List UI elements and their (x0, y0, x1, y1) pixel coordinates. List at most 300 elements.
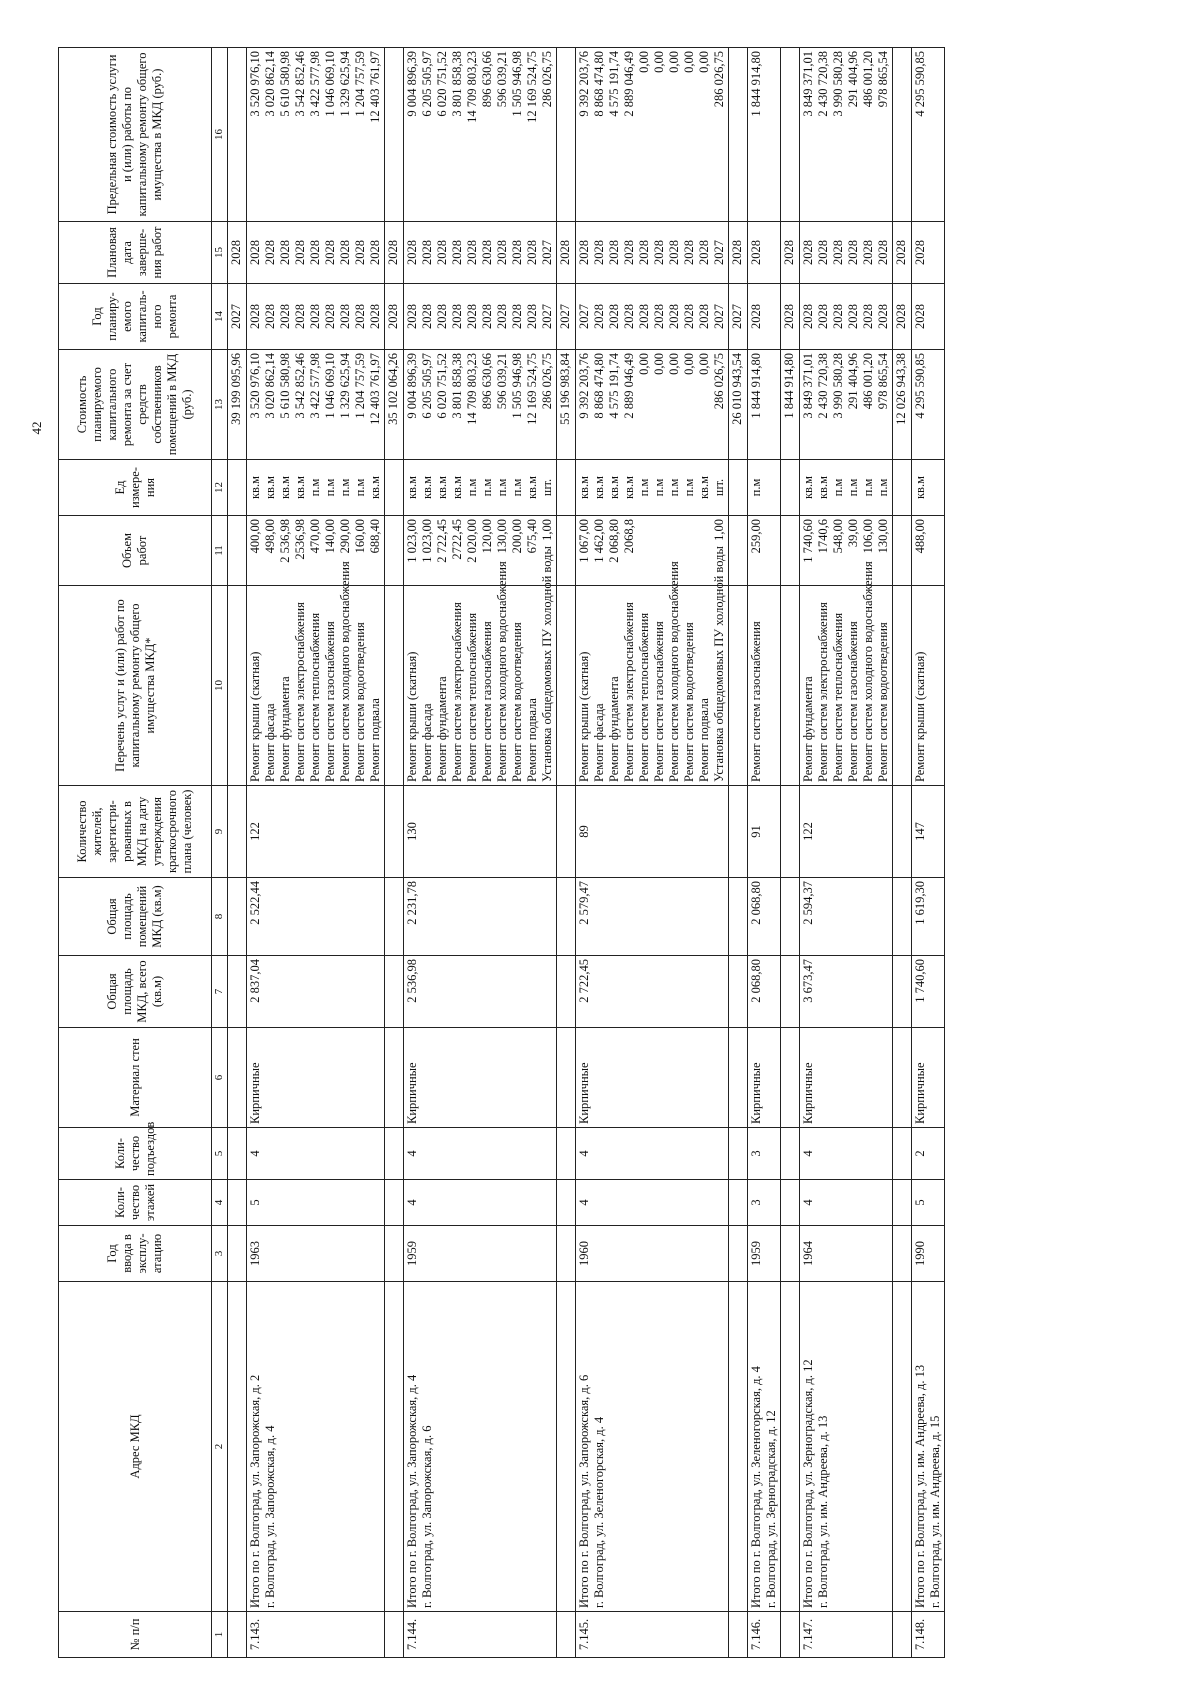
planned-year-line: 2028 (622, 304, 636, 329)
work-item: Ремонт систем водоотведения (876, 622, 890, 782)
planned-cost (800, 350, 893, 460)
completion-year-line: 2028 (338, 240, 352, 265)
completion-year-line: 2028 (525, 240, 539, 265)
completion-year-line: 2028 (386, 240, 400, 265)
premises-area (557, 878, 576, 956)
limit-cost-line: 6 205 505,97 (420, 51, 434, 117)
unit-line: кв.м (801, 476, 815, 500)
planned-cost-line: 0,00 (697, 353, 711, 375)
planned-year-line: 2028 (652, 304, 666, 329)
premises-area (893, 878, 912, 956)
column-number: 14 (212, 284, 228, 350)
address-cell (748, 1282, 781, 1612)
unit (748, 460, 781, 516)
address-line: г. Волгоград, ул. им. Андреева, д. 15 (928, 1415, 942, 1608)
work-item: Ремонт систем холодного водоснабжения (861, 561, 875, 782)
unit-line: кв.м (450, 476, 464, 500)
work-list (557, 586, 576, 786)
total-area: 2 837,04 (247, 956, 385, 1028)
column-number: 15 (212, 222, 228, 284)
work-item: Ремонт фасада (592, 703, 606, 782)
work-item: Ремонт систем теплоснабжения (831, 612, 845, 782)
unit-line: п.м (831, 478, 845, 497)
table-row (385, 48, 404, 1658)
wall-material: Кирпичные (247, 1028, 385, 1128)
column-number: 11 (212, 516, 228, 586)
work-volume (247, 516, 385, 586)
column-number: 7 (212, 956, 228, 1028)
total-area: 3 673,47 (800, 956, 893, 1028)
limit-cost-line: 0,00 (637, 51, 651, 73)
work-volume (748, 516, 781, 586)
work-volume-line: 1 067,00 (577, 519, 591, 563)
year-built (228, 1226, 247, 1282)
unit-line: кв.м (435, 476, 449, 500)
limit-cost-line: 9 392 203,76 (577, 51, 591, 117)
row-number (557, 1612, 576, 1658)
work-item: Ремонт подвала (697, 698, 711, 782)
floors: 5 (247, 1180, 385, 1226)
planned-year-line: 2028 (248, 304, 262, 329)
residents (228, 786, 247, 878)
planned-cost-line: 0,00 (667, 353, 681, 375)
work-volume-line: 2 536,98 (278, 519, 292, 563)
planned-cost-line: 35 102 064,26 (386, 353, 400, 425)
column-number: 4 (212, 1180, 228, 1226)
planned-year (228, 284, 247, 350)
unit-line: кв.м (420, 476, 434, 500)
column-number: 16 (212, 48, 228, 222)
unit-line: кв.м (405, 476, 419, 500)
column-number: 12 (212, 460, 228, 516)
completion-year (404, 222, 557, 284)
work-volume-line: 106,00 (861, 519, 875, 554)
row-number (385, 1612, 404, 1658)
completion-year-line: 2028 (405, 240, 419, 265)
work-volume-line: 488,00 (913, 519, 927, 554)
floors: 5 (912, 1180, 945, 1226)
limit-cost-line: 3 020 862,14 (263, 51, 277, 117)
row-number: 7.143. (247, 1612, 385, 1658)
unit-line: п.м (749, 478, 763, 497)
header-cell: Стоимость планируемого капитального ремонта за счет средств собственников помещений в МКД (руб.) (59, 350, 212, 460)
work-item: Ремонт подвала (368, 698, 382, 782)
residents: 122 (247, 786, 385, 878)
completion-year-line: 2028 (592, 240, 606, 265)
unit (800, 460, 893, 516)
unit-line: кв.м (263, 476, 277, 500)
entrances: 4 (800, 1128, 893, 1180)
unit (247, 460, 385, 516)
work-volume (729, 516, 748, 586)
unit-line: кв.м (607, 476, 621, 500)
premises-area (781, 878, 800, 956)
year-built (729, 1226, 748, 1282)
limit-cost-line: 3 801 858,38 (450, 51, 464, 117)
planned-year-line: 2028 (831, 304, 845, 329)
work-item: Ремонт систем теплоснабжения (637, 612, 651, 782)
work-item: Ремонт систем холодного водоснабжения (495, 561, 509, 782)
header-cell: Материал стен (59, 1028, 212, 1128)
planned-cost-line: 596 039,21 (495, 353, 509, 410)
work-volume-line: 2 068,80 (607, 519, 621, 563)
unit-line: кв.м (248, 476, 262, 500)
page-number: 42 (29, 421, 44, 435)
limit-cost-line: 596 039,21 (495, 51, 509, 108)
work-item: Ремонт систем газоснабжения (652, 621, 666, 782)
floors: 4 (576, 1180, 729, 1226)
work-volume-line: 400,00 (248, 519, 262, 554)
row-number (729, 1612, 748, 1658)
completion-year (781, 222, 800, 284)
limit-cost-line: 896 630,66 (480, 51, 494, 108)
planned-cost (557, 350, 576, 460)
completion-year-line: 2028 (558, 240, 572, 265)
planned-year-line: 2028 (338, 304, 352, 329)
planned-year-line: 2028 (894, 304, 908, 329)
completion-year-line: 2028 (682, 240, 696, 265)
planned-cost-line: 3 849 371,01 (801, 353, 815, 419)
planned-year-line: 2028 (465, 304, 479, 329)
entrances: 4 (404, 1128, 557, 1180)
completion-year-line: 2028 (510, 240, 524, 265)
work-volume (912, 516, 945, 586)
limit-cost-line: 1 046 069,10 (323, 51, 337, 117)
work-volume (576, 516, 729, 586)
planned-year-line: 2028 (913, 304, 927, 329)
planned-year-line: 2028 (480, 304, 494, 329)
year-built (385, 1226, 404, 1282)
planned-year-line: 2028 (386, 304, 400, 329)
address-line: г. Волгоград, ул. Зеленогорская, д. 4 (592, 1416, 606, 1608)
limit-cost-line: 286 026,75 (712, 51, 726, 108)
column-number: 6 (212, 1028, 228, 1128)
premises-area: 2 594,37 (800, 878, 893, 956)
rotated-page (58, 48, 1158, 1658)
completion-year-line: 2028 (465, 240, 479, 265)
limit-cost (729, 48, 748, 222)
completion-year-line: 2028 (637, 240, 651, 265)
unit-line: п.м (480, 478, 494, 497)
limit-cost (893, 48, 912, 222)
work-item: Ремонт фундамента (801, 676, 815, 782)
limit-cost-line: 3 422 577,98 (308, 51, 322, 117)
planned-cost-line: 2 889 046,49 (622, 353, 636, 419)
unit-line: шт. (540, 478, 554, 497)
work-item: Установка общедомовых ПУ холодной воды (712, 546, 726, 782)
planned-cost-line: 55 196 983,84 (558, 353, 572, 425)
planned-cost-line: 4 575 191,74 (607, 353, 621, 419)
limit-cost (404, 48, 557, 222)
wall-material (781, 1028, 800, 1128)
table-row (247, 48, 385, 1658)
unit (729, 460, 748, 516)
completion-year (893, 222, 912, 284)
work-volume (404, 516, 557, 586)
planned-cost-line: 0,00 (652, 353, 666, 375)
planned-year-line: 2028 (637, 304, 651, 329)
planned-cost-line: 26 010 943,54 (730, 353, 744, 425)
completion-year-line: 2028 (420, 240, 434, 265)
work-volume-line: 1 023,00 (405, 519, 419, 563)
completion-year-line: 2028 (293, 240, 307, 265)
planned-cost-line: 896 630,66 (480, 353, 494, 410)
entrances (385, 1128, 404, 1180)
row-number: 7.148. (912, 1612, 945, 1658)
limit-cost (557, 48, 576, 222)
header-cell: Год ввода в эксплу-атацию (59, 1226, 212, 1282)
unit-line: шт. (712, 478, 726, 497)
planned-cost-line: 4 295 590,85 (913, 353, 927, 419)
wall-material (729, 1028, 748, 1128)
address-cell (576, 1282, 729, 1612)
planned-cost (576, 350, 729, 460)
planned-cost-line: 12 026 943,38 (894, 353, 908, 425)
address-line: г. Волгоград, ул. Зерноградская, д. 12 (764, 1410, 778, 1608)
column-number: 1 (212, 1612, 228, 1658)
planned-year-line: 2028 (749, 304, 763, 329)
planned-cost-line: 1 046 069,10 (323, 353, 337, 419)
column-number: 3 (212, 1226, 228, 1282)
work-list (729, 586, 748, 786)
work-volume-line: 688,40 (368, 519, 382, 554)
planned-cost-line: 1 329 625,94 (338, 353, 352, 419)
work-volume-line: 140,00 (323, 519, 337, 554)
limit-cost-line: 1 329 625,94 (338, 51, 352, 117)
year-built: 1990 (912, 1226, 945, 1282)
row-number (228, 1612, 247, 1658)
planned-year-line: 2028 (420, 304, 434, 329)
planned-year (781, 284, 800, 350)
header-cell: Предельная стоимость услуги и (или) работы по капитальному ремонту общего имущества в МКД (руб.) (59, 48, 212, 222)
limit-cost (912, 48, 945, 222)
planned-cost-line: 3 422 577,98 (308, 353, 322, 419)
completion-year-line: 2028 (368, 240, 382, 265)
work-volume (228, 516, 247, 586)
address-cell (247, 1282, 385, 1612)
planned-year-line: 2028 (525, 304, 539, 329)
table-row (404, 48, 557, 1658)
work-item: Ремонт систем электроснабжения (450, 602, 464, 782)
residents (729, 786, 748, 878)
limit-cost-line: 2 889 046,49 (622, 51, 636, 117)
unit-line: п.м (323, 478, 337, 497)
planned-year (729, 284, 748, 350)
floors (557, 1180, 576, 1226)
limit-cost-line: 14 709 803,23 (465, 51, 479, 123)
completion-year-line: 2028 (248, 240, 262, 265)
column-number: 9 (212, 786, 228, 878)
completion-year (576, 222, 729, 284)
address-cell (912, 1282, 945, 1612)
address-cell (800, 1282, 893, 1612)
completion-year-line: 2028 (876, 240, 890, 265)
work-list (800, 561, 893, 786)
planned-year-line: 2027 (577, 304, 591, 329)
planned-year (247, 284, 385, 350)
address-cell (404, 1282, 557, 1612)
work-item: Ремонт фундамента (435, 676, 449, 782)
entrances: 4 (576, 1128, 729, 1180)
planned-cost-line: 6 205 505,97 (420, 353, 434, 419)
unit-line: кв.м (913, 476, 927, 500)
wall-material: Кирпичные (800, 1028, 893, 1128)
planned-cost-line: 39 199 095,96 (229, 353, 243, 425)
table-row (228, 48, 247, 1658)
header-cell: Объем работ (59, 516, 212, 586)
unit (893, 460, 912, 516)
planned-year (893, 284, 912, 350)
work-volume-line: 130,00 (876, 519, 890, 554)
planned-cost-line: 1 844 914,80 (749, 353, 763, 419)
unit-line: кв.м (622, 476, 636, 500)
completion-year-line: 2028 (894, 240, 908, 265)
work-item: Ремонт систем газоснабжения (749, 621, 763, 782)
limit-cost-line: 9 004 896,39 (405, 51, 419, 117)
completion-year-line: 2028 (697, 240, 711, 265)
limit-cost-line: 5 610 580,98 (278, 51, 292, 117)
address-line: Итого по г. Волгоград, ул. Запорожская, д. 2 (248, 1374, 262, 1608)
premises-area: 2 068,80 (748, 878, 781, 956)
work-volume-line (652, 519, 667, 582)
completion-year-line: 2028 (435, 240, 449, 265)
total-area: 2 722,45 (576, 956, 729, 1028)
unit-line: кв.м (525, 476, 539, 500)
planned-cost-line: 12 169 524,75 (525, 353, 539, 425)
unit-line: п.м (876, 478, 890, 497)
planned-year-line: 2028 (861, 304, 875, 329)
table-row (748, 48, 781, 1658)
unit-line: кв.м (368, 476, 382, 500)
planned-year-line: 2028 (782, 304, 796, 329)
work-volume-line (697, 519, 712, 582)
work-item: Ремонт систем газоснабжения (480, 621, 494, 782)
work-item: Ремонт подвала (525, 698, 539, 782)
limit-cost-line: 12 403 761,97 (368, 51, 382, 123)
row-number: 7.147. (800, 1612, 893, 1658)
work-item: Ремонт систем водоотведения (682, 622, 696, 782)
unit-line: п.м (682, 478, 696, 497)
work-volume-line: 39,00 (846, 519, 860, 548)
wall-material: Кирпичные (748, 1028, 781, 1128)
unit-line: кв.м (816, 476, 830, 500)
total-area (385, 956, 404, 1028)
entrances (729, 1128, 748, 1180)
header-cell: Количество жителей, зарегистри-рованных в МКД на дату утверждения краткосрочного плана (человек) (59, 786, 212, 878)
unit-line: п.м (338, 478, 352, 497)
work-list (893, 586, 912, 786)
total-area: 2 536,98 (404, 956, 557, 1028)
work-item: Ремонт систем водоотведения (353, 622, 367, 782)
unit-line: п.м (495, 478, 509, 497)
wall-material (557, 1028, 576, 1128)
premises-area: 1 619,30 (912, 878, 945, 956)
work-volume (781, 516, 800, 586)
planned-cost-line: 291 404,96 (846, 353, 860, 410)
work-item: Установка общедомовых ПУ холодной воды (540, 546, 554, 782)
limit-cost-line: 1 844 914,80 (749, 51, 763, 117)
work-volume-line: 130,00 (495, 519, 509, 554)
completion-year (800, 222, 893, 284)
limit-cost-line: 3 520 976,10 (248, 51, 262, 117)
planned-year-line: 2028 (876, 304, 890, 329)
premises-area: 2 522,44 (247, 878, 385, 956)
completion-year-line: 2027 (712, 240, 726, 265)
floors (893, 1180, 912, 1226)
wall-material: Кирпичные (912, 1028, 945, 1128)
residents: 147 (912, 786, 945, 878)
entrances (893, 1128, 912, 1180)
wall-material: Кирпичные (576, 1028, 729, 1128)
completion-year-line: 2028 (495, 240, 509, 265)
total-area (781, 956, 800, 1028)
work-volume (557, 516, 576, 586)
column-number: 10 (212, 586, 228, 786)
planned-cost (729, 350, 748, 460)
work-item: Ремонт систем теплоснабжения (465, 612, 479, 782)
limit-cost (228, 48, 247, 222)
unit (385, 460, 404, 516)
table-row (893, 48, 912, 1658)
entrances (781, 1128, 800, 1180)
completion-year (557, 222, 576, 284)
entrances: 3 (748, 1128, 781, 1180)
planned-cost-line: 1 505 946,98 (510, 353, 524, 419)
planned-cost-line: 1 204 757,59 (353, 353, 367, 419)
completion-year-line: 2028 (667, 240, 681, 265)
residents: 130 (404, 786, 557, 878)
planned-cost-line: 2 430 720,38 (816, 353, 830, 419)
work-volume-line: 2 722,45 (435, 519, 449, 563)
address-line: Итого по г. Волгоград, ул. Запорожская, д. 4 (405, 1374, 419, 1608)
planned-year-line: 2028 (308, 304, 322, 329)
work-item: Ремонт систем холодного водоснабжения (667, 561, 681, 782)
header-cell: Плановая дата заверше-ния работ (59, 222, 212, 284)
work-list (404, 546, 557, 786)
premises-area (385, 878, 404, 956)
planned-year-line: 2028 (293, 304, 307, 329)
residents: 91 (748, 786, 781, 878)
planned-year-line: 2028 (435, 304, 449, 329)
address-line: Итого по г. Волгоград, ул. Зеленогорская, д. 4 (749, 1366, 763, 1608)
limit-cost-line: 1 204 757,59 (353, 51, 367, 117)
completion-year-line: 2028 (308, 240, 322, 265)
work-volume-line: 1 023,00 (420, 519, 434, 563)
completion-year-line: 2028 (353, 240, 367, 265)
completion-year (228, 222, 247, 284)
year-built (781, 1226, 800, 1282)
completion-year-line: 2028 (480, 240, 494, 265)
year-built: 1959 (748, 1226, 781, 1282)
planned-cost-line: 1 844 914,80 (782, 353, 796, 419)
entrances (228, 1128, 247, 1180)
work-volume-line: 1 740,60 (801, 519, 815, 563)
work-volume-line: 2536,98 (293, 519, 307, 560)
planned-cost-line: 8 868 474,80 (592, 353, 606, 419)
floors (228, 1180, 247, 1226)
work-volume-line: 1740,6 (816, 519, 830, 554)
row-number (893, 1612, 912, 1658)
limit-cost (385, 48, 404, 222)
unit-line: п.м (465, 478, 479, 497)
unit-line: п.м (510, 478, 524, 497)
planned-cost-line: 3 020 862,14 (263, 353, 277, 419)
wall-material: Кирпичные (404, 1028, 557, 1128)
work-list (385, 586, 404, 786)
unit-line: кв.м (293, 476, 307, 500)
planned-year-line: 2028 (607, 304, 621, 329)
planned-year (748, 284, 781, 350)
